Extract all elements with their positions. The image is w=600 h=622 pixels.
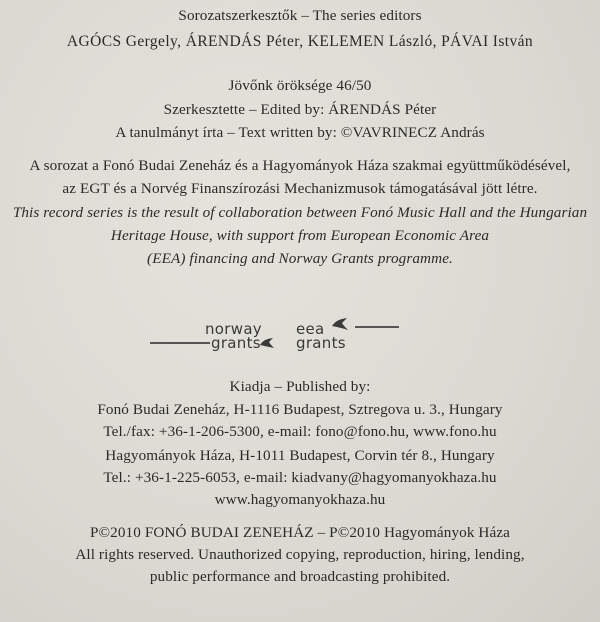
edited-by: Szerkesztette – Edited by: ÁRENDÁS Péter: [163, 101, 437, 118]
norway-logo-text: norway: [205, 320, 262, 338]
english-note-line: This record series is the result of collaboration between Fonó Music Hall and the Hungarian: [12, 204, 588, 221]
eea-logo-rule: [355, 326, 399, 328]
series-editors-heading: Sorozatszerkesztők – The series editors: [178, 7, 422, 24]
copyright-line: P©2010 FONÓ BUDAI ZENEHÁZ – P©2010 Hagyományok Háza: [89, 524, 511, 541]
series-editors-names: AGÓCS Gergely, ÁRENDÁS Péter, KELEMEN László, PÁVAI István: [66, 33, 534, 50]
eea-logo-text: grants: [296, 334, 346, 352]
publisher-contact: Tel.: +36-1-225-6053, e-mail: kiadvany@hagyomanyokhaza.hu: [103, 469, 497, 486]
hungarian-note-line: az EGT és a Norvég Finanszírozási Mechanizmusok támogatásával jött létre.: [62, 180, 538, 197]
norway-logo-rule: [150, 342, 210, 344]
bird-icon: [258, 336, 276, 350]
published-by-heading: Kiadja – Published by:: [229, 378, 371, 395]
hungarian-note-line: A sorozat a Fonó Budai Zeneház és a Hagyományok Háza szakmai együttműködésével,: [29, 157, 571, 174]
bird-icon: [330, 316, 350, 332]
eea-logo-text: eea: [296, 320, 325, 338]
english-note-line: Heritage House, with support from European Economic Area: [110, 227, 490, 244]
publisher-address: Hagyományok Háza, H-1011 Budapest, Corvin tér 8., Hungary: [105, 447, 495, 464]
norway-logo-text: grants: [211, 334, 261, 352]
english-note-line: (EEA) financing and Norway Grants programme.: [147, 250, 453, 267]
series-title: Jövőnk öröksége 46/50: [228, 77, 372, 94]
rights-notice-line: public performance and broadcasting prohibited.: [149, 568, 451, 585]
rights-notice-line: All rights reserved. Unauthorized copying, reproduction, hiring, lending,: [75, 546, 525, 563]
norway-grants-logo: [205, 322, 262, 350]
sponsor-logos: [150, 318, 410, 366]
publisher-website: www.hagyomanyokhaza.hu: [214, 491, 386, 508]
text-written-by: A tanulmányt írta – Text written by: ©VAVRINECZ András: [115, 124, 485, 141]
publisher-address: Fonó Budai Zeneház, H-1116 Budapest, Sztregova u. 3., Hungary: [97, 401, 503, 418]
publisher-contact: Tel./fax: +36-1-206-5300, e-mail: fono@fono.hu, www.fono.hu: [103, 423, 497, 440]
